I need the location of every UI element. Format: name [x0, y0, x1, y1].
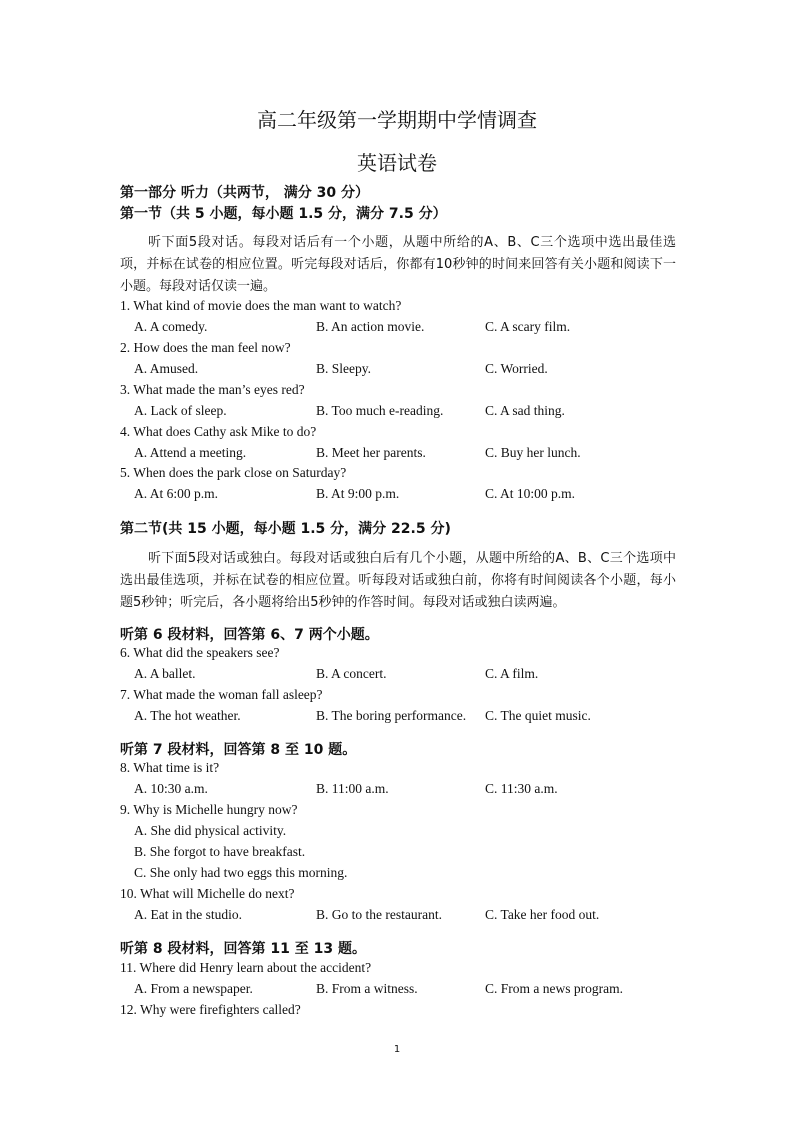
material-7-heading: 听第 7 段材料，回答第 8 至 10 题。: [120, 742, 357, 758]
option-a: A. At 6:00 p.m.: [134, 486, 219, 501]
question-stem: 10. What will Michelle do next?: [120, 886, 295, 901]
option-a: A. Eat in the studio.: [134, 907, 242, 922]
section1-heading: 第一节（共 5 小题，每小题 1.5 分，满分 7.5 分）: [120, 206, 447, 222]
option-a: A. A comedy.: [134, 319, 208, 334]
option-a: A. A ballet.: [134, 666, 196, 681]
option-b: B. Go to the restaurant.: [316, 907, 442, 922]
option-a: A. Lack of sleep.: [134, 403, 227, 418]
option-b: B. The boring performance.: [316, 708, 467, 723]
section2-instructions: 听下面5段对话或独白。每段对话或独白后有几个小题，从题中所给的A、B、C三个选项中选出最佳选项，并标在试卷的相应位置。听每段对话或独白前，你将有时间阅读各个小题，每小题5秒钟；听完后，各小题将给出5秒钟的作答时间。每段对话或独白读两遍。: [120, 551, 676, 610]
question-stem: 2. How does the man feel now?: [120, 340, 291, 355]
option-c: C. Worried.: [485, 361, 548, 376]
option-b: B. 11:00 a.m.: [316, 781, 389, 796]
option-c: C. From a news program.: [485, 981, 623, 996]
option-b: B. Meet her parents.: [316, 445, 426, 460]
option-b: B. Too much e-reading.: [316, 403, 444, 418]
page-number: 1: [393, 1044, 401, 1055]
question-stem: 6. What did the speakers see?: [120, 645, 280, 660]
option-c: C. A sad thing.: [485, 403, 565, 418]
section1-instructions: 听下面5段对话。每段对话后有一个小题，从题中所给的A、B、C三个选项中选出最佳选项，并标在试卷的相应位置。听完每段对话后，你都有10秒钟的时间来回答有关小题和阅读下一小题。每段对话仅读一遍。: [120, 235, 676, 294]
option-a: A. The hot weather.: [134, 708, 241, 723]
question-stem: 12. Why were firefighters called?: [120, 1002, 301, 1017]
option-a: A. Amused.: [134, 361, 199, 376]
question-stem: 9. Why is Michelle hungry now?: [120, 802, 298, 817]
option-b: B. Sleepy.: [316, 361, 371, 376]
option-c: C. 11:30 a.m.: [485, 781, 558, 796]
exam-title: 高二年级第一学期期中学情调查: [257, 108, 537, 132]
question-stem: 5. When does the park close on Saturday?: [120, 465, 347, 480]
option-a: A. She did physical activity.: [134, 823, 287, 838]
material-8-heading: 听第 8 段材料，回答第 11 至 13 题。: [120, 941, 366, 957]
question-stem: 11. Where did Henry learn about the accident?: [120, 960, 372, 975]
exam-subtitle: 英语试卷: [357, 151, 437, 175]
question-stem: 8. What time is it?: [120, 760, 220, 775]
question-stem: 4. What does Cathy ask Mike to do?: [120, 424, 317, 439]
option-a: A. 10:30 a.m.: [134, 781, 208, 796]
part1-heading: 第一部分 听力（共两节， 满分 30 分）: [120, 185, 369, 201]
option-b: B. She forgot to have breakfast.: [134, 844, 306, 859]
option-c: C. Buy her lunch.: [485, 445, 581, 460]
question-stem: 1. What kind of movie does the man want to watch?: [120, 298, 402, 313]
option-a: A. Attend a meeting.: [134, 445, 247, 460]
option-c: C. At 10:00 p.m.: [485, 486, 576, 501]
option-b: B. A concert.: [316, 666, 387, 681]
option-a: A. From a newspaper.: [134, 981, 253, 996]
option-b: B. From a witness.: [316, 981, 418, 996]
material-6-heading: 听第 6 段材料，回答第 6、7 两个小题。: [120, 627, 379, 643]
question-stem: 3. What made the man’s eyes red?: [120, 382, 305, 397]
option-c: C. A scary film.: [485, 319, 571, 334]
option-b: B. An action movie.: [316, 319, 425, 334]
option-c: C. She only had two eggs this morning.: [134, 865, 348, 880]
option-c: C. The quiet music.: [485, 708, 591, 723]
question-stem: 7. What made the woman fall asleep?: [120, 687, 323, 702]
option-c: C. A film.: [485, 666, 539, 681]
option-c: C. Take her food out.: [485, 907, 600, 922]
section2-heading: 第二节(共 15 小题，每小题 1.5 分，满分 22.5 分): [120, 521, 451, 537]
option-b: B. At 9:00 p.m.: [316, 486, 400, 501]
